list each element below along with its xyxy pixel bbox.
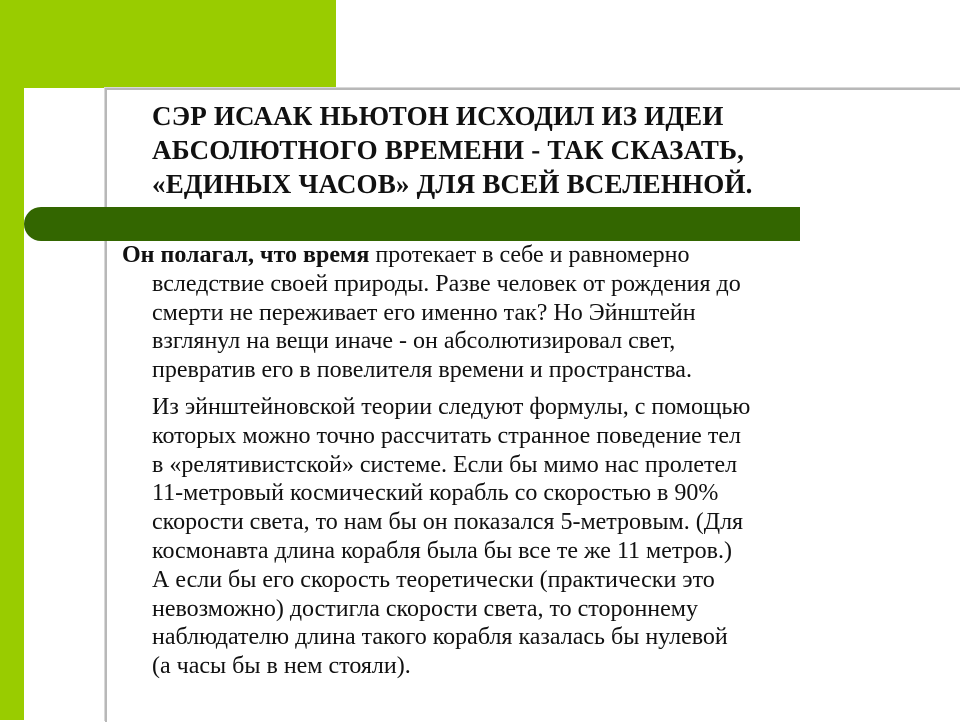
paragraph-newton	[122, 241, 952, 385]
paragraph-first-line	[122, 241, 952, 270]
paragraph-line: 11-метровый космический корабль со скоростью в 90%	[152, 480, 719, 507]
paragraph-line: смерти не переживает его именно так? Но Эйнштейн	[152, 299, 696, 326]
paragraph-line: невозможно) достигла скорости света, то стороннему	[152, 595, 698, 622]
paragraph-line: скорости света, то нам бы он показался 5-метровым. (Для	[152, 509, 744, 536]
paragraph-line: наблюдателю длина такого корабля казалась бы нулевой	[152, 624, 728, 651]
paragraph-line: А если бы его скорость теоретически (практически это	[152, 566, 715, 593]
title-divider-bar	[24, 207, 800, 241]
paragraph-line: Из эйнштейновской теории следуют формулы, с помощью	[152, 393, 751, 420]
decorative-green-block	[0, 0, 336, 88]
paragraph-line: превратив его в повелителя времени и пространства.	[152, 357, 692, 384]
title-line: СЭР ИСААК НЬЮТОН ИСХОДИЛ ИЗ ИДЕИ	[152, 101, 724, 131]
first-line-rest: протекает в себе и равномерно	[369, 242, 690, 268]
paragraph-line: (а часы бы в нем стояли).	[152, 653, 411, 680]
slide-title	[152, 99, 852, 201]
lead-phrase: Он полагал, что время	[122, 242, 370, 268]
paragraph-line: взглянул на вещи иначе - он абсолютизировал свет,	[152, 328, 676, 355]
paragraph-line: в «релятивистской» системе. Если бы мимо нас пролетел	[152, 451, 738, 478]
paragraph-line: вследствие своей природы. Разве человек от рождения до	[152, 270, 741, 297]
paragraph-line: которых можно точно рассчитать странное поведение тел	[152, 422, 741, 449]
slide-body	[122, 241, 952, 681]
title-line: «ЕДИНЫХ ЧАСОВ» ДЛЯ ВСЕЙ ВСЕЛЕННОЙ.	[152, 169, 753, 199]
title-line: АБСОЛЮТНОГО ВРЕМЕНИ - ТАК СКАЗАТЬ,	[152, 135, 745, 165]
paragraph-line: космонавта длина корабля была бы все те же 11 метров.)	[152, 537, 732, 564]
decorative-green-strip	[0, 0, 24, 720]
paragraph-einstein	[122, 393, 952, 681]
